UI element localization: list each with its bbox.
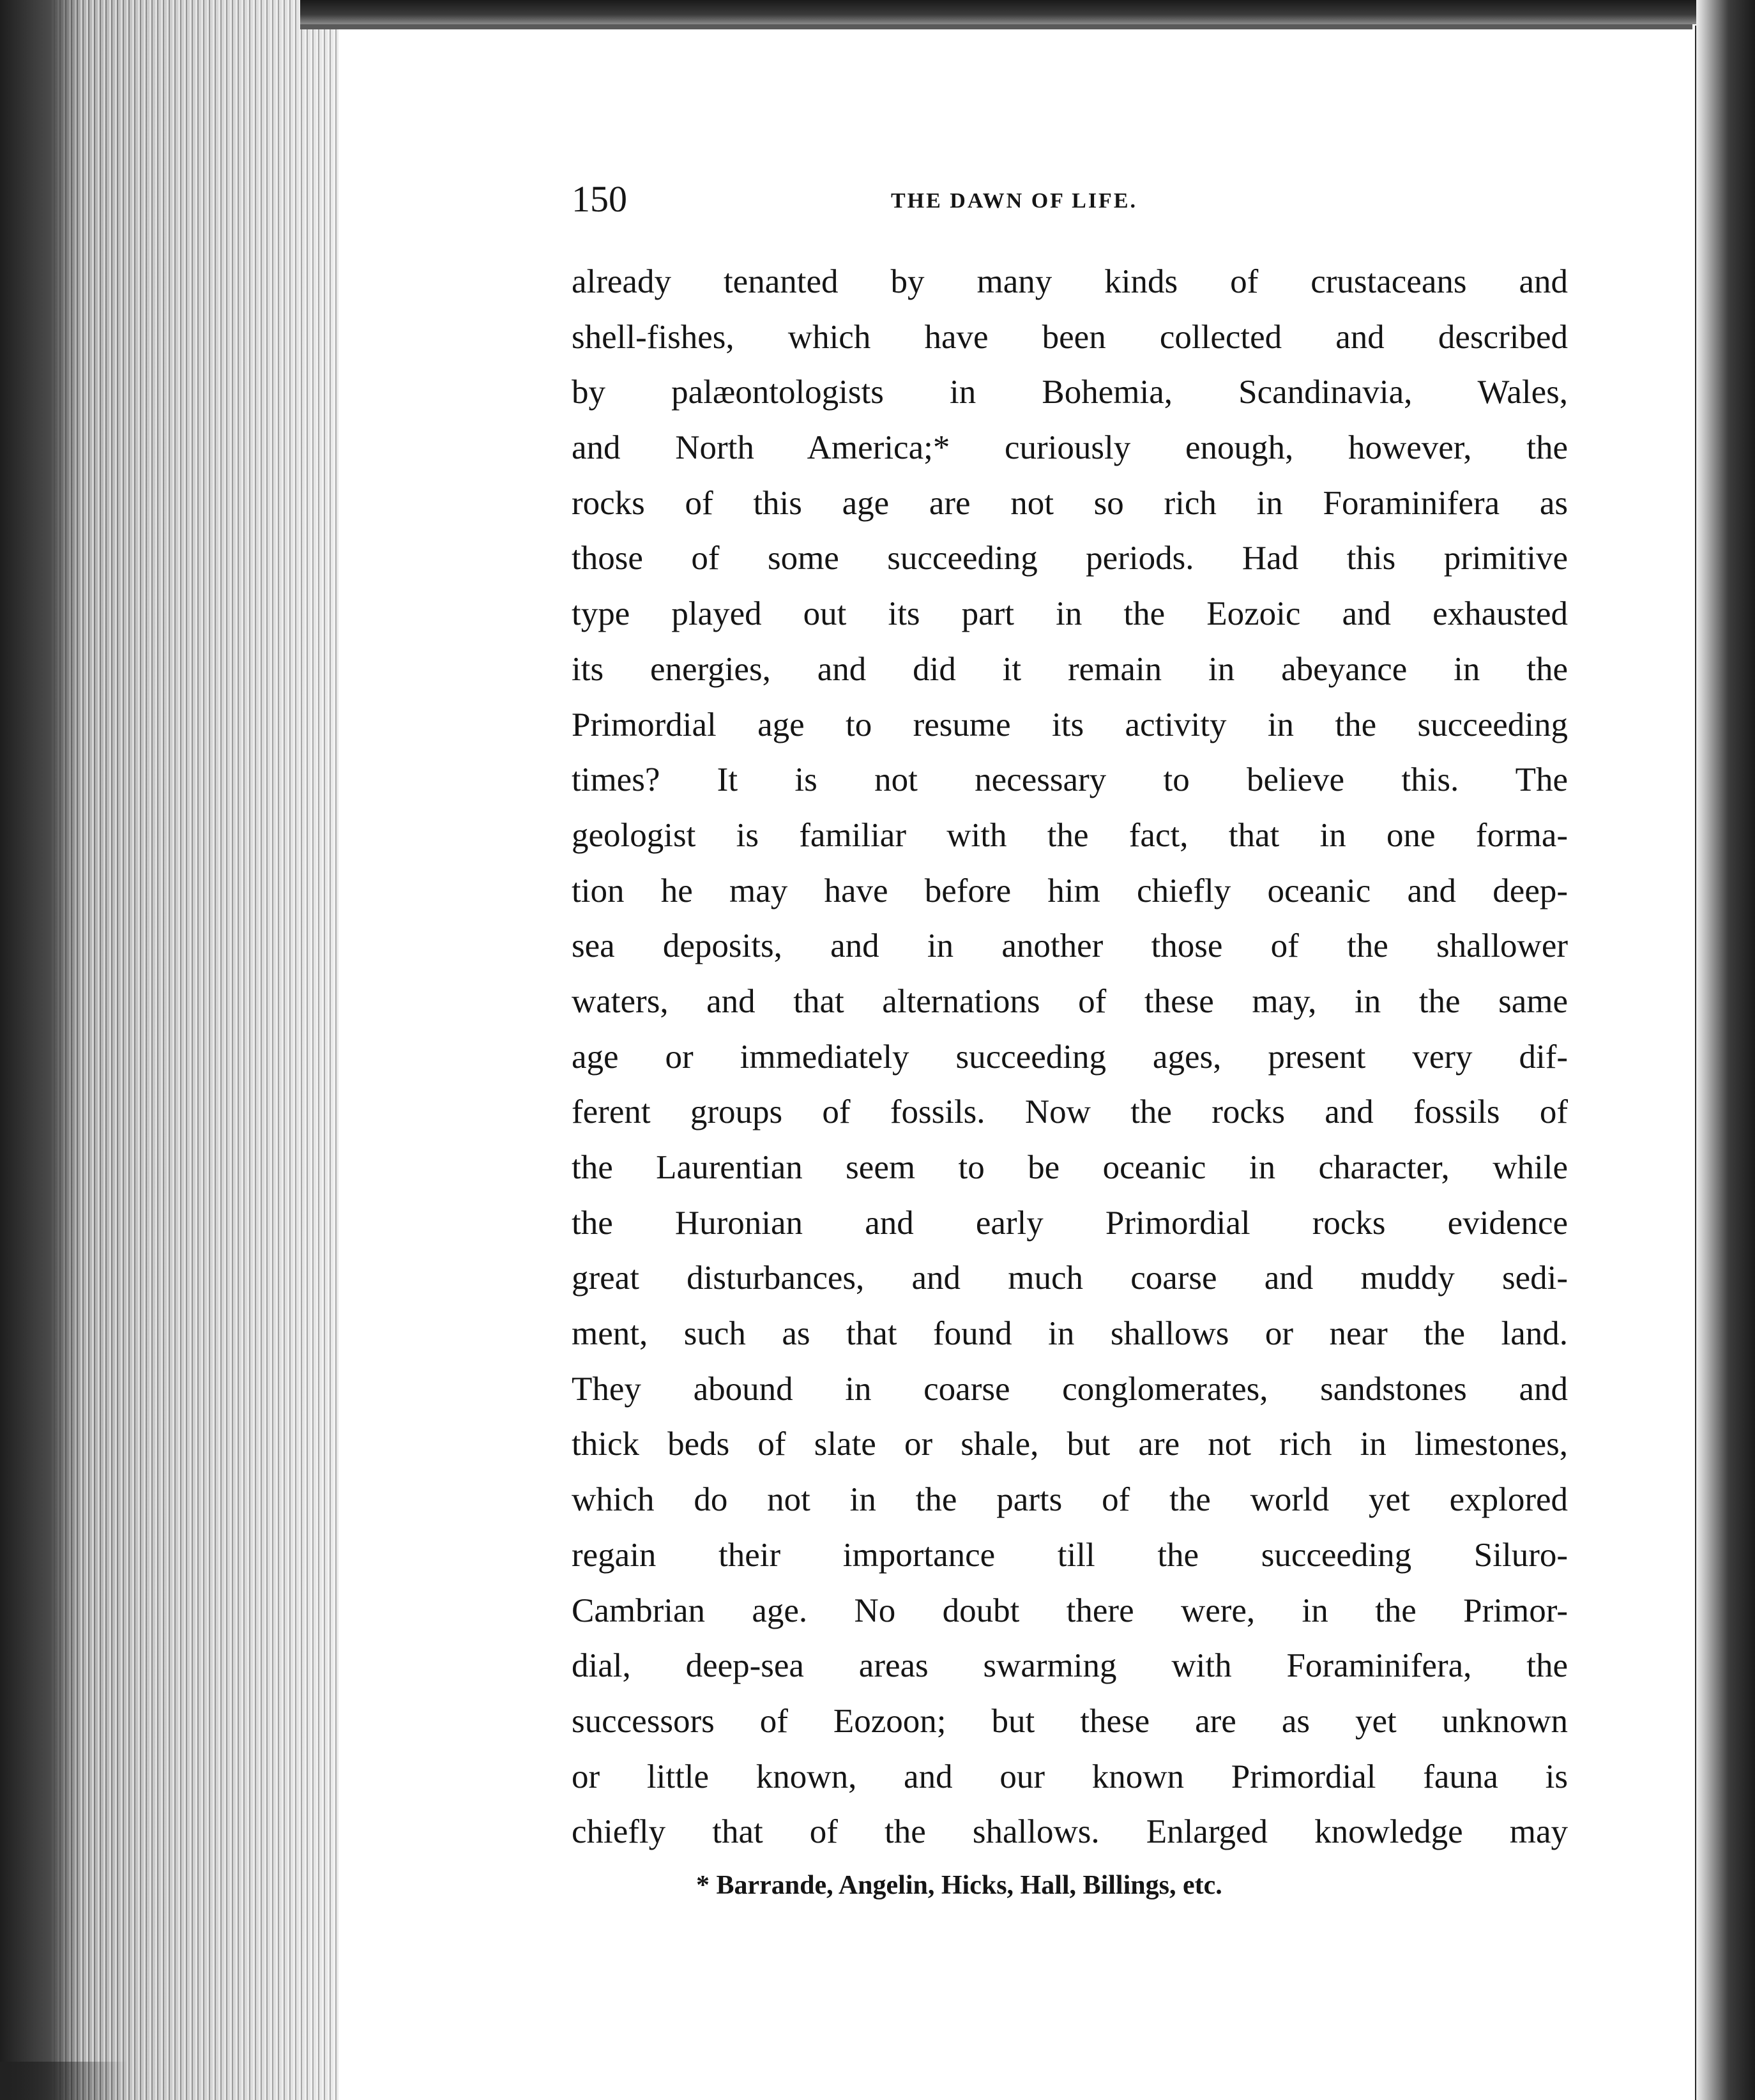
text-line: tion he may have before him chiefly oceanic and deep-	[572, 872, 1568, 909]
text-line: and North America;* curiously enough, however, the	[572, 429, 1568, 467]
text-line: ment, such as that found in shallows or near the land.	[572, 1315, 1568, 1353]
bottom-corner-shadow	[0, 2062, 128, 2100]
text-line: type played out its part in the Eozoic and exhausted	[572, 595, 1568, 633]
text-line: times? It is not necessary to believe this. The	[572, 761, 1568, 799]
footnote: * Barrande, Angelin, Hicks, Hall, Billings, etc.	[696, 1870, 1222, 1900]
running-head	[572, 174, 1587, 227]
text-line: the Laurentian seem to be oceanic in character, while	[572, 1149, 1568, 1186]
top-page-rule	[300, 24, 1692, 29]
text-line: or little known, and our known Primordial fauna is	[572, 1758, 1568, 1795]
page-number: 150	[572, 178, 627, 220]
running-title: THE DAWN OF LIFE.	[891, 189, 1138, 213]
text-line: thick beds of slate or shale, but are not rich in limestones,	[572, 1426, 1568, 1463]
text-line: ferent groups of fossils. Now the rocks and fossils of	[572, 1093, 1568, 1131]
text-line: those of some succeeding periods. Had this primitive	[572, 540, 1568, 577]
text-line: shell-fishes, which have been collected and described	[572, 318, 1568, 356]
book-spine-shadow	[0, 0, 83, 2100]
text-line: waters, and that alternations of these may, in the same	[572, 982, 1568, 1020]
text-line: geologist is familiar with the fact, that in one forma-	[572, 816, 1568, 854]
top-scan-border	[300, 0, 1755, 24]
text-line: Cambrian age. No doubt there were, in the Primor-	[572, 1592, 1568, 1629]
text-line: rocks of this age are not so rich in Foraminifera as	[572, 484, 1568, 522]
text-line: dial, deep-sea areas swarming with Foraminifera, the	[572, 1647, 1568, 1685]
text-line: chiefly that of the shallows. Enlarged knowledge may	[572, 1813, 1568, 1851]
body-text	[572, 254, 1568, 1860]
text-line: great disturbances, and much coarse and muddy sedi-	[572, 1259, 1568, 1297]
text-line: regain their importance till the succeeding Siluro-	[572, 1536, 1568, 1574]
text-line: the Huronian and early Primordial rocks evidence	[572, 1204, 1568, 1242]
text-line: They abound in coarse conglomerates, sandstones and	[572, 1370, 1568, 1408]
text-line: Primordial age to resume its activity in the succeeding	[572, 706, 1568, 743]
text-line: by palæontologists in Bohemia, Scandinavia, Wales,	[572, 374, 1568, 411]
text-line: which do not in the parts of the world yet explored	[572, 1481, 1568, 1519]
text-line: sea deposits, and in another those of the shallower	[572, 927, 1568, 965]
text-line: its energies, and did it remain in abeyance in the	[572, 650, 1568, 688]
printed-page	[572, 174, 1587, 1911]
right-scan-border	[1696, 0, 1755, 2100]
text-line: age or immediately succeeding ages, present very dif-	[572, 1038, 1568, 1076]
text-line: already tenanted by many kinds of crustaceans and	[572, 263, 1568, 300]
text-line: successors of Eozoon; but these are as yet unknown	[572, 1702, 1568, 1740]
